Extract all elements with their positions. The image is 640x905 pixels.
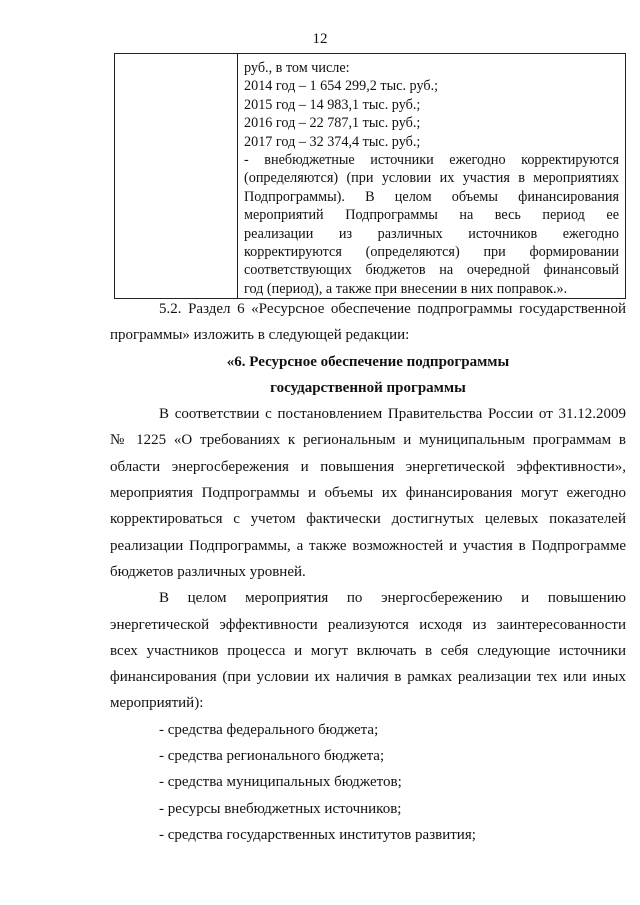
page-number: 12 xyxy=(312,31,328,47)
paragraph-line: всех участников процесса и могут включать в себя следующие источники xyxy=(110,642,626,659)
list-item: - ресурсы внебюджетных источников; xyxy=(159,800,402,817)
paragraph-line: корректироваться с учетом фактически достигнутых целевых показателей xyxy=(110,511,626,528)
table-row xyxy=(115,54,626,299)
paragraph-line: мероприятий): xyxy=(110,695,204,712)
funding-table-continuation xyxy=(114,53,626,299)
table-paragraph-line: (определяются) (при условии их участия в мероприятиях xyxy=(244,170,619,187)
paragraph-line: В соответствии с постановлением Правительства России от 31.12.2009 xyxy=(159,406,626,423)
table-line: 2015 год – 14 983,1 тыс. руб.; xyxy=(244,96,421,113)
section-heading: «6. Ресурсное обеспечение подпрограммы xyxy=(226,353,510,370)
table-left-cell xyxy=(115,54,238,299)
table-line: руб., в том числе: xyxy=(244,60,350,76)
table-paragraph-line: - внебюджетные источники ежегодно корректируются xyxy=(244,152,619,169)
table-line: 2017 год – 32 374,4 тыс. руб.; xyxy=(244,133,421,150)
paragraph-line: В целом мероприятия по энергосбережению и повышению xyxy=(159,590,626,607)
table-paragraph-line: год (период), а также при внесении в них поправок.». xyxy=(244,280,568,297)
paragraph-line: мероприятия Подпрограммы и объемы их финансирования могут ежегодно xyxy=(110,485,626,502)
table-paragraph-line: мероприятий Подпрограммы на весь период ее xyxy=(244,207,619,224)
table-paragraph-line: корректируются (определяются) при формировании xyxy=(244,244,619,261)
paragraph-line: № 1225 «О требованиях к региональным и муниципальным программам в xyxy=(110,432,626,449)
paragraph-line: финансирования (при условии их наличия в рамках реализации тех или иных xyxy=(110,669,626,686)
section-intro-line: 5.2. Раздел 6 «Ресурсное обеспечение подпрограммы государственной xyxy=(159,301,626,317)
section-heading: государственной программы xyxy=(270,379,466,396)
list-item: - средства государственных институтов развития; xyxy=(159,826,476,843)
document-body xyxy=(110,296,626,848)
list-item: - средства федерального бюджета; xyxy=(159,721,379,738)
table-line: 2016 год – 22 787,1 тыс. руб.; xyxy=(244,115,421,132)
paragraph-line: бюджетов различных уровней. xyxy=(110,563,306,580)
table-paragraph-line: соответствующих бюджетов на очередной финансовый xyxy=(244,262,619,279)
paragraph-line: энергетической эффективности реализуются исходя из заинтересованности xyxy=(110,616,626,633)
table-paragraph-line: Подпрограммы). В целом объемы финансирования xyxy=(244,188,619,205)
section-intro-line: программы» изложить в следующей редакции: xyxy=(110,327,410,344)
table-right-cell xyxy=(238,54,626,299)
table-line: 2014 год – 1 654 299,2 тыс. руб.; xyxy=(244,78,439,95)
paragraph-line: области энергосбережения и повышения энергетической эффективности», xyxy=(110,458,626,475)
list-item: - средства регионального бюджета; xyxy=(159,748,385,765)
paragraph-line: реализации Подпрограммы, а также возможностей и участия в Подпрограмме xyxy=(110,537,626,554)
table-paragraph-line: реализации из различных источников ежегодно xyxy=(244,225,619,242)
list-item: - средства муниципальных бюджетов; xyxy=(159,774,402,791)
